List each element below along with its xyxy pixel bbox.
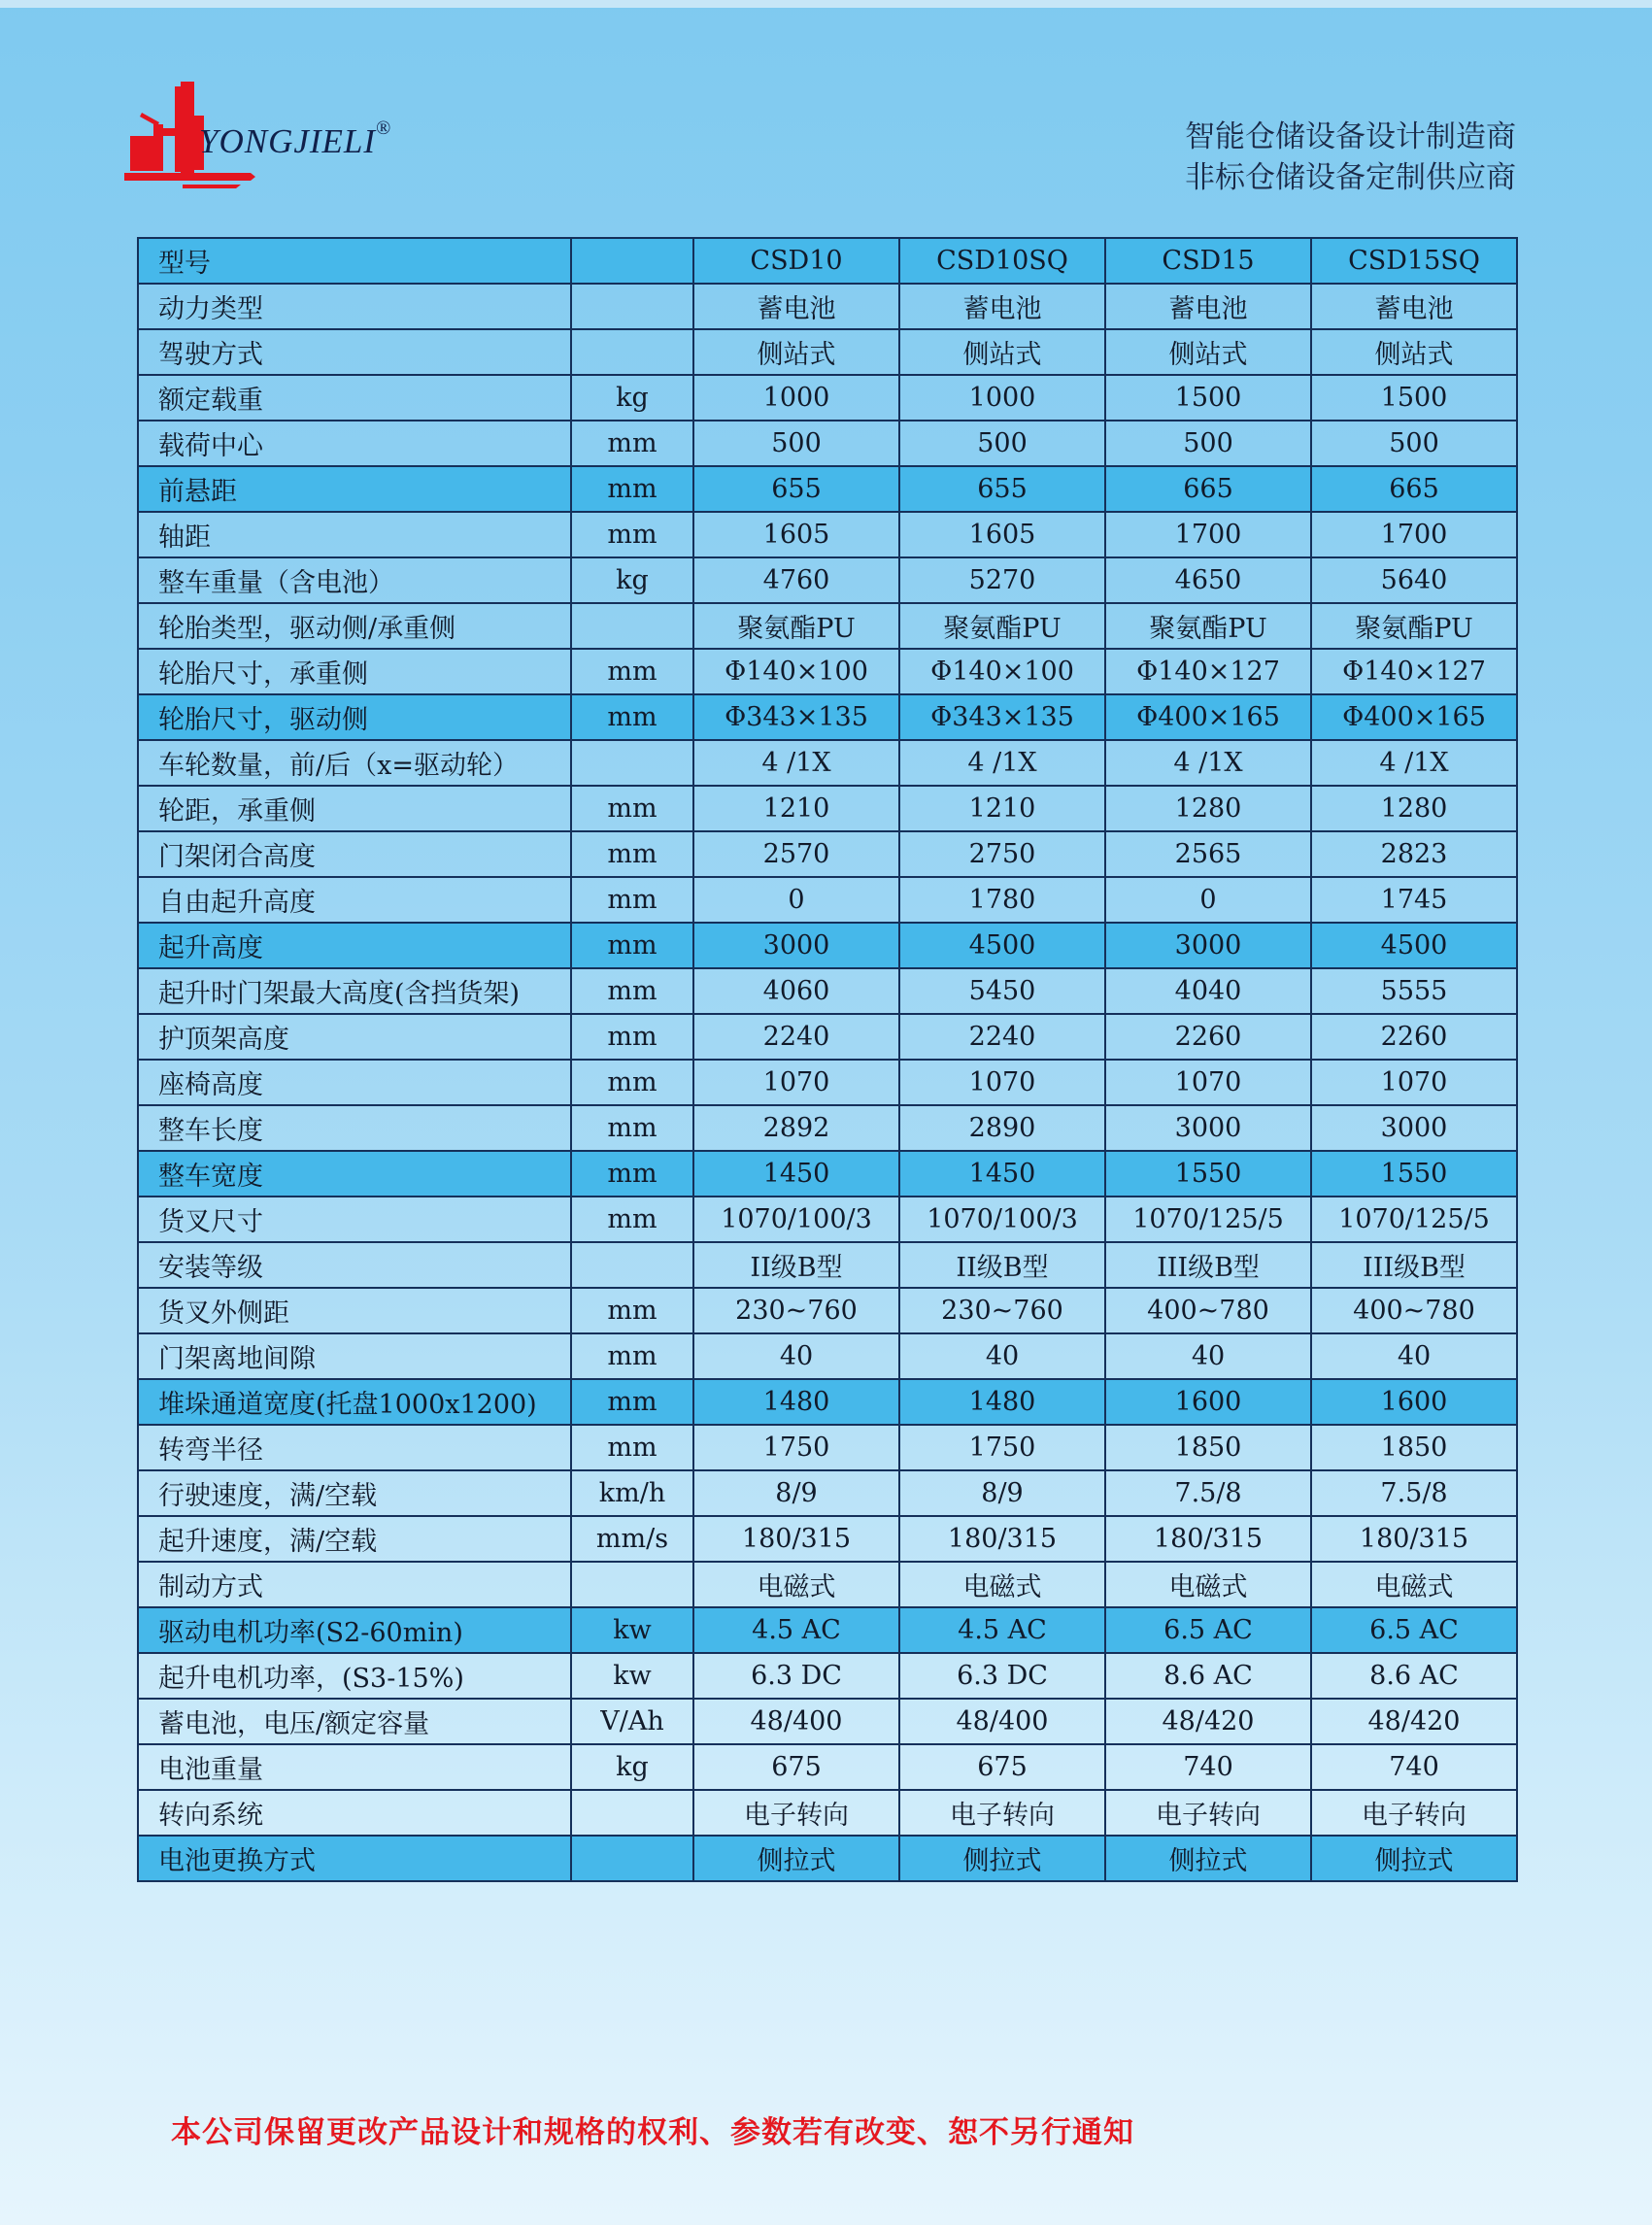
row-value: 4 /1X bbox=[1105, 740, 1311, 786]
row-unit: V/Ah bbox=[571, 1699, 693, 1744]
row-value: 1280 bbox=[1105, 786, 1311, 831]
row-value: CSD15 bbox=[1105, 238, 1311, 284]
row-value: 48/400 bbox=[899, 1699, 1105, 1744]
row-value: 400~780 bbox=[1105, 1288, 1311, 1333]
row-label: 门架闭合高度 bbox=[138, 831, 571, 877]
table-row bbox=[138, 1562, 1517, 1607]
slogan bbox=[1185, 117, 1516, 198]
row-label: 起升电机功率，(S3-15%) bbox=[138, 1653, 571, 1699]
row-value: 1070 bbox=[693, 1060, 899, 1105]
row-value: 4 /1X bbox=[693, 740, 899, 786]
row-unit: mm bbox=[571, 1014, 693, 1060]
row-unit: mm bbox=[571, 694, 693, 740]
row-value: 8/9 bbox=[899, 1470, 1105, 1516]
row-value: 1480 bbox=[899, 1379, 1105, 1425]
row-value: 蓄电池 bbox=[693, 284, 899, 329]
row-value: 740 bbox=[1105, 1744, 1311, 1790]
row-value: 48/400 bbox=[693, 1699, 899, 1744]
row-label: 驱动电机功率(S2-60min) bbox=[138, 1607, 571, 1653]
row-value: 蓄电池 bbox=[1311, 284, 1517, 329]
row-label: 整车重量（含电池） bbox=[138, 557, 571, 603]
row-value: 电磁式 bbox=[1311, 1562, 1517, 1607]
row-value: 1550 bbox=[1105, 1151, 1311, 1197]
row-unit: mm bbox=[571, 512, 693, 557]
row-value: 蓄电池 bbox=[899, 284, 1105, 329]
row-value: 675 bbox=[899, 1744, 1105, 1790]
row-value: 48/420 bbox=[1311, 1699, 1517, 1744]
row-unit bbox=[571, 740, 693, 786]
row-value: 1750 bbox=[693, 1425, 899, 1470]
row-value: 5450 bbox=[899, 968, 1105, 1014]
row-label: 电池更换方式 bbox=[138, 1836, 571, 1881]
row-value: 2750 bbox=[899, 831, 1105, 877]
table-row bbox=[138, 1790, 1517, 1836]
row-value: 8/9 bbox=[693, 1470, 899, 1516]
row-value: 1500 bbox=[1311, 375, 1517, 421]
row-label: 载荷中心 bbox=[138, 421, 571, 466]
row-value: 1745 bbox=[1311, 877, 1517, 923]
row-unit: mm bbox=[571, 466, 693, 512]
row-value: 1210 bbox=[693, 786, 899, 831]
row-label: 货叉外侧距 bbox=[138, 1288, 571, 1333]
row-value: 500 bbox=[1105, 421, 1311, 466]
row-value: 655 bbox=[693, 466, 899, 512]
table-row bbox=[138, 1470, 1517, 1516]
row-unit: mm bbox=[571, 877, 693, 923]
row-unit: mm bbox=[571, 831, 693, 877]
row-value: 180/315 bbox=[899, 1516, 1105, 1562]
row-label: 轮胎尺寸，驱动侧 bbox=[138, 694, 571, 740]
row-value: 5555 bbox=[1311, 968, 1517, 1014]
row-label: 行驶速度，满/空载 bbox=[138, 1470, 571, 1516]
table-row bbox=[138, 329, 1517, 375]
row-label: 整车宽度 bbox=[138, 1151, 571, 1197]
row-label: 制动方式 bbox=[138, 1562, 571, 1607]
row-value: 电磁式 bbox=[693, 1562, 899, 1607]
row-label: 车轮数量，前/后（x=驱动轮） bbox=[138, 740, 571, 786]
row-value: 1700 bbox=[1311, 512, 1517, 557]
row-value: 0 bbox=[693, 877, 899, 923]
table-row bbox=[138, 1516, 1517, 1562]
row-unit: mm bbox=[571, 1333, 693, 1379]
row-value: 1070 bbox=[899, 1060, 1105, 1105]
row-value: 500 bbox=[693, 421, 899, 466]
table-row bbox=[138, 786, 1517, 831]
row-value: 6.5 AC bbox=[1105, 1607, 1311, 1653]
row-value: 3000 bbox=[1311, 1105, 1517, 1151]
row-value: Φ140×100 bbox=[899, 649, 1105, 694]
row-unit bbox=[571, 329, 693, 375]
row-unit: mm bbox=[571, 1151, 693, 1197]
row-label: 型号 bbox=[138, 238, 571, 284]
row-value: Φ343×135 bbox=[693, 694, 899, 740]
row-value: 1700 bbox=[1105, 512, 1311, 557]
row-value: 1070/125/5 bbox=[1105, 1197, 1311, 1242]
row-label: 额定载重 bbox=[138, 375, 571, 421]
row-label: 门架离地间隙 bbox=[138, 1333, 571, 1379]
row-label: 轮胎尺寸，承重侧 bbox=[138, 649, 571, 694]
row-value: 0 bbox=[1105, 877, 1311, 923]
spec-table bbox=[137, 237, 1518, 1882]
row-value: 1550 bbox=[1311, 1151, 1517, 1197]
row-value: Φ400×165 bbox=[1311, 694, 1517, 740]
row-value: 2892 bbox=[693, 1105, 899, 1151]
row-value: 230~760 bbox=[693, 1288, 899, 1333]
row-value: 聚氨酯PU bbox=[1311, 603, 1517, 649]
row-value: 电子转向 bbox=[1311, 1790, 1517, 1836]
row-value: 侧拉式 bbox=[693, 1836, 899, 1881]
row-value: 665 bbox=[1105, 466, 1311, 512]
row-value: CSD10 bbox=[693, 238, 899, 284]
row-value: II级B型 bbox=[693, 1242, 899, 1288]
row-value: 1000 bbox=[693, 375, 899, 421]
row-value: 1070 bbox=[1311, 1060, 1517, 1105]
row-unit: mm bbox=[571, 786, 693, 831]
row-label: 电池重量 bbox=[138, 1744, 571, 1790]
table-row bbox=[138, 649, 1517, 694]
row-value: 2260 bbox=[1311, 1014, 1517, 1060]
row-value: 2240 bbox=[899, 1014, 1105, 1060]
row-value: 4.5 AC bbox=[899, 1607, 1105, 1653]
table-row bbox=[138, 1653, 1517, 1699]
row-value: 4060 bbox=[693, 968, 899, 1014]
row-value: 4 /1X bbox=[1311, 740, 1517, 786]
table-row bbox=[138, 1197, 1517, 1242]
table-row bbox=[138, 284, 1517, 329]
row-value: 665 bbox=[1311, 466, 1517, 512]
row-label: 轴距 bbox=[138, 512, 571, 557]
row-unit bbox=[571, 1562, 693, 1607]
row-value: 740 bbox=[1311, 1744, 1517, 1790]
row-label: 驾驶方式 bbox=[138, 329, 571, 375]
row-unit: kw bbox=[571, 1653, 693, 1699]
row-value: 180/315 bbox=[1311, 1516, 1517, 1562]
row-unit bbox=[571, 1836, 693, 1881]
table-row bbox=[138, 740, 1517, 786]
row-value: 侧站式 bbox=[693, 329, 899, 375]
row-value: 侧站式 bbox=[899, 329, 1105, 375]
table-row bbox=[138, 877, 1517, 923]
table-row bbox=[138, 421, 1517, 466]
row-value: 2565 bbox=[1105, 831, 1311, 877]
row-value: Φ140×127 bbox=[1311, 649, 1517, 694]
table-row bbox=[138, 1105, 1517, 1151]
row-value: 3000 bbox=[693, 923, 899, 968]
row-value: 7.5/8 bbox=[1105, 1470, 1311, 1516]
row-label: 起升速度，满/空载 bbox=[138, 1516, 571, 1562]
row-unit: mm bbox=[571, 1288, 693, 1333]
table-row bbox=[138, 1333, 1517, 1379]
row-value: 2823 bbox=[1311, 831, 1517, 877]
row-unit: kg bbox=[571, 1744, 693, 1790]
row-value: 1450 bbox=[899, 1151, 1105, 1197]
row-unit: mm bbox=[571, 1425, 693, 1470]
row-value: 4650 bbox=[1105, 557, 1311, 603]
row-label: 自由起升高度 bbox=[138, 877, 571, 923]
row-unit: mm bbox=[571, 1105, 693, 1151]
row-value: II级B型 bbox=[899, 1242, 1105, 1288]
row-value: 655 bbox=[899, 466, 1105, 512]
row-unit: kg bbox=[571, 557, 693, 603]
row-value: 40 bbox=[693, 1333, 899, 1379]
row-value: 侧站式 bbox=[1311, 329, 1517, 375]
row-value: 5270 bbox=[899, 557, 1105, 603]
row-value: CSD15SQ bbox=[1311, 238, 1517, 284]
table-row bbox=[138, 375, 1517, 421]
row-label: 整车长度 bbox=[138, 1105, 571, 1151]
row-unit bbox=[571, 603, 693, 649]
row-value: 40 bbox=[1105, 1333, 1311, 1379]
row-value: 675 bbox=[693, 1744, 899, 1790]
row-value: 聚氨酯PU bbox=[899, 603, 1105, 649]
row-value: Φ140×100 bbox=[693, 649, 899, 694]
row-value: 侧拉式 bbox=[1311, 1836, 1517, 1881]
table-row bbox=[138, 1060, 1517, 1105]
row-unit: mm bbox=[571, 649, 693, 694]
row-label: 蓄电池，电压/额定容量 bbox=[138, 1699, 571, 1744]
row-label: 座椅高度 bbox=[138, 1060, 571, 1105]
row-value: 6.5 AC bbox=[1311, 1607, 1517, 1653]
table-row bbox=[138, 923, 1517, 968]
row-value: 6.3 DC bbox=[899, 1653, 1105, 1699]
row-value: 500 bbox=[1311, 421, 1517, 466]
row-value: 2890 bbox=[899, 1105, 1105, 1151]
row-value: Φ140×127 bbox=[1105, 649, 1311, 694]
row-value: 8.6 AC bbox=[1105, 1653, 1311, 1699]
row-value: 1850 bbox=[1105, 1425, 1311, 1470]
row-value: 180/315 bbox=[1105, 1516, 1311, 1562]
row-unit bbox=[571, 1242, 693, 1288]
table-row bbox=[138, 557, 1517, 603]
row-value: 6.3 DC bbox=[693, 1653, 899, 1699]
spec-table-body bbox=[138, 238, 1517, 1881]
row-unit bbox=[571, 1790, 693, 1836]
row-value: 1070/125/5 bbox=[1311, 1197, 1517, 1242]
row-label: 转弯半径 bbox=[138, 1425, 571, 1470]
row-value: 侧拉式 bbox=[1105, 1836, 1311, 1881]
row-unit: mm bbox=[571, 968, 693, 1014]
row-value: 2570 bbox=[693, 831, 899, 877]
row-value: Φ343×135 bbox=[899, 694, 1105, 740]
row-label: 安装等级 bbox=[138, 1242, 571, 1288]
row-value: 4500 bbox=[1311, 923, 1517, 968]
table-row bbox=[138, 1699, 1517, 1744]
row-value: 2240 bbox=[693, 1014, 899, 1060]
row-label: 起升时门架最大高度(含挡货架) bbox=[138, 968, 571, 1014]
table-row bbox=[138, 466, 1517, 512]
footer-notice: 本公司保留更改产品设计和规格的权利、参数若有改变、恕不另行通知 bbox=[171, 2115, 1134, 2150]
row-label: 轮胎类型，驱动侧/承重侧 bbox=[138, 603, 571, 649]
row-value: 聚氨酯PU bbox=[1105, 603, 1311, 649]
row-value: 电子转向 bbox=[1105, 1790, 1311, 1836]
row-value: CSD10SQ bbox=[899, 238, 1105, 284]
row-label: 轮距，承重侧 bbox=[138, 786, 571, 831]
row-value: Φ400×165 bbox=[1105, 694, 1311, 740]
row-value: 4500 bbox=[899, 923, 1105, 968]
row-label: 货叉尺寸 bbox=[138, 1197, 571, 1242]
row-value: 1750 bbox=[899, 1425, 1105, 1470]
row-value: 4.5 AC bbox=[693, 1607, 899, 1653]
row-value: 3000 bbox=[1105, 1105, 1311, 1151]
row-unit: kg bbox=[571, 375, 693, 421]
table-row bbox=[138, 512, 1517, 557]
row-unit: mm bbox=[571, 923, 693, 968]
table-row bbox=[138, 1836, 1517, 1881]
row-value: 1500 bbox=[1105, 375, 1311, 421]
row-value: III级B型 bbox=[1105, 1242, 1311, 1288]
row-label: 前悬距 bbox=[138, 466, 571, 512]
slogan-line: 非标仓储设备定制供应商 bbox=[1185, 160, 1516, 195]
row-value: 1070/100/3 bbox=[899, 1197, 1105, 1242]
row-value: 1280 bbox=[1311, 786, 1517, 831]
row-label: 护顶架高度 bbox=[138, 1014, 571, 1060]
row-unit bbox=[571, 284, 693, 329]
row-value: 230~760 bbox=[899, 1288, 1105, 1333]
row-value: 电子转向 bbox=[899, 1790, 1105, 1836]
table-row bbox=[138, 1014, 1517, 1060]
row-value: 1600 bbox=[1105, 1379, 1311, 1425]
row-value: 电磁式 bbox=[1105, 1562, 1311, 1607]
row-value: 500 bbox=[899, 421, 1105, 466]
row-value: 1780 bbox=[899, 877, 1105, 923]
row-value: 1600 bbox=[1311, 1379, 1517, 1425]
table-row bbox=[138, 1151, 1517, 1197]
row-value: 400~780 bbox=[1311, 1288, 1517, 1333]
row-value: 7.5/8 bbox=[1311, 1470, 1517, 1516]
row-value: 40 bbox=[899, 1333, 1105, 1379]
row-value: 4 /1X bbox=[899, 740, 1105, 786]
row-value: 48/420 bbox=[1105, 1699, 1311, 1744]
row-unit: km/h bbox=[571, 1470, 693, 1516]
row-value: 5640 bbox=[1311, 557, 1517, 603]
row-unit: mm/s bbox=[571, 1516, 693, 1562]
row-value: 1450 bbox=[693, 1151, 899, 1197]
table-row bbox=[138, 603, 1517, 649]
row-value: 电磁式 bbox=[899, 1562, 1105, 1607]
row-label: 动力类型 bbox=[138, 284, 571, 329]
row-unit: mm bbox=[571, 1060, 693, 1105]
row-value: 1605 bbox=[693, 512, 899, 557]
row-value: 3000 bbox=[1105, 923, 1311, 968]
row-unit: mm bbox=[571, 1197, 693, 1242]
table-row bbox=[138, 1744, 1517, 1790]
row-value: 电子转向 bbox=[693, 1790, 899, 1836]
row-unit: kw bbox=[571, 1607, 693, 1653]
table-row bbox=[138, 968, 1517, 1014]
brand-name: YONGJIELI® bbox=[199, 118, 392, 160]
row-value: 8.6 AC bbox=[1311, 1653, 1517, 1699]
table-row bbox=[138, 1379, 1517, 1425]
row-value: 40 bbox=[1311, 1333, 1517, 1379]
row-unit: mm bbox=[571, 1379, 693, 1425]
row-value: 4040 bbox=[1105, 968, 1311, 1014]
row-unit bbox=[571, 238, 693, 284]
table-row bbox=[138, 831, 1517, 877]
table-row bbox=[138, 1242, 1517, 1288]
row-label: 转向系统 bbox=[138, 1790, 571, 1836]
table-row bbox=[138, 1425, 1517, 1470]
row-value: 蓄电池 bbox=[1105, 284, 1311, 329]
row-value: III级B型 bbox=[1311, 1242, 1517, 1288]
row-value: 1070/100/3 bbox=[693, 1197, 899, 1242]
row-value: 1210 bbox=[899, 786, 1105, 831]
table-row bbox=[138, 694, 1517, 740]
row-value: 4760 bbox=[693, 557, 899, 603]
row-label: 堆垛通道宽度(托盘1000x1200) bbox=[138, 1379, 571, 1425]
row-value: 聚氨酯PU bbox=[693, 603, 899, 649]
row-unit: mm bbox=[571, 421, 693, 466]
row-value: 180/315 bbox=[693, 1516, 899, 1562]
row-value: 1070 bbox=[1105, 1060, 1311, 1105]
row-value: 1000 bbox=[899, 375, 1105, 421]
row-value: 1480 bbox=[693, 1379, 899, 1425]
slogan-line: 智能仓储设备设计制造商 bbox=[1185, 119, 1516, 154]
row-label: 起升高度 bbox=[138, 923, 571, 968]
row-value: 1850 bbox=[1311, 1425, 1517, 1470]
row-value: 侧拉式 bbox=[899, 1836, 1105, 1881]
row-value: 2260 bbox=[1105, 1014, 1311, 1060]
row-value: 侧站式 bbox=[1105, 329, 1311, 375]
table-row bbox=[138, 238, 1517, 284]
table-row bbox=[138, 1607, 1517, 1653]
row-value: 1605 bbox=[899, 512, 1105, 557]
table-row bbox=[138, 1288, 1517, 1333]
top-border bbox=[0, 0, 1652, 8]
